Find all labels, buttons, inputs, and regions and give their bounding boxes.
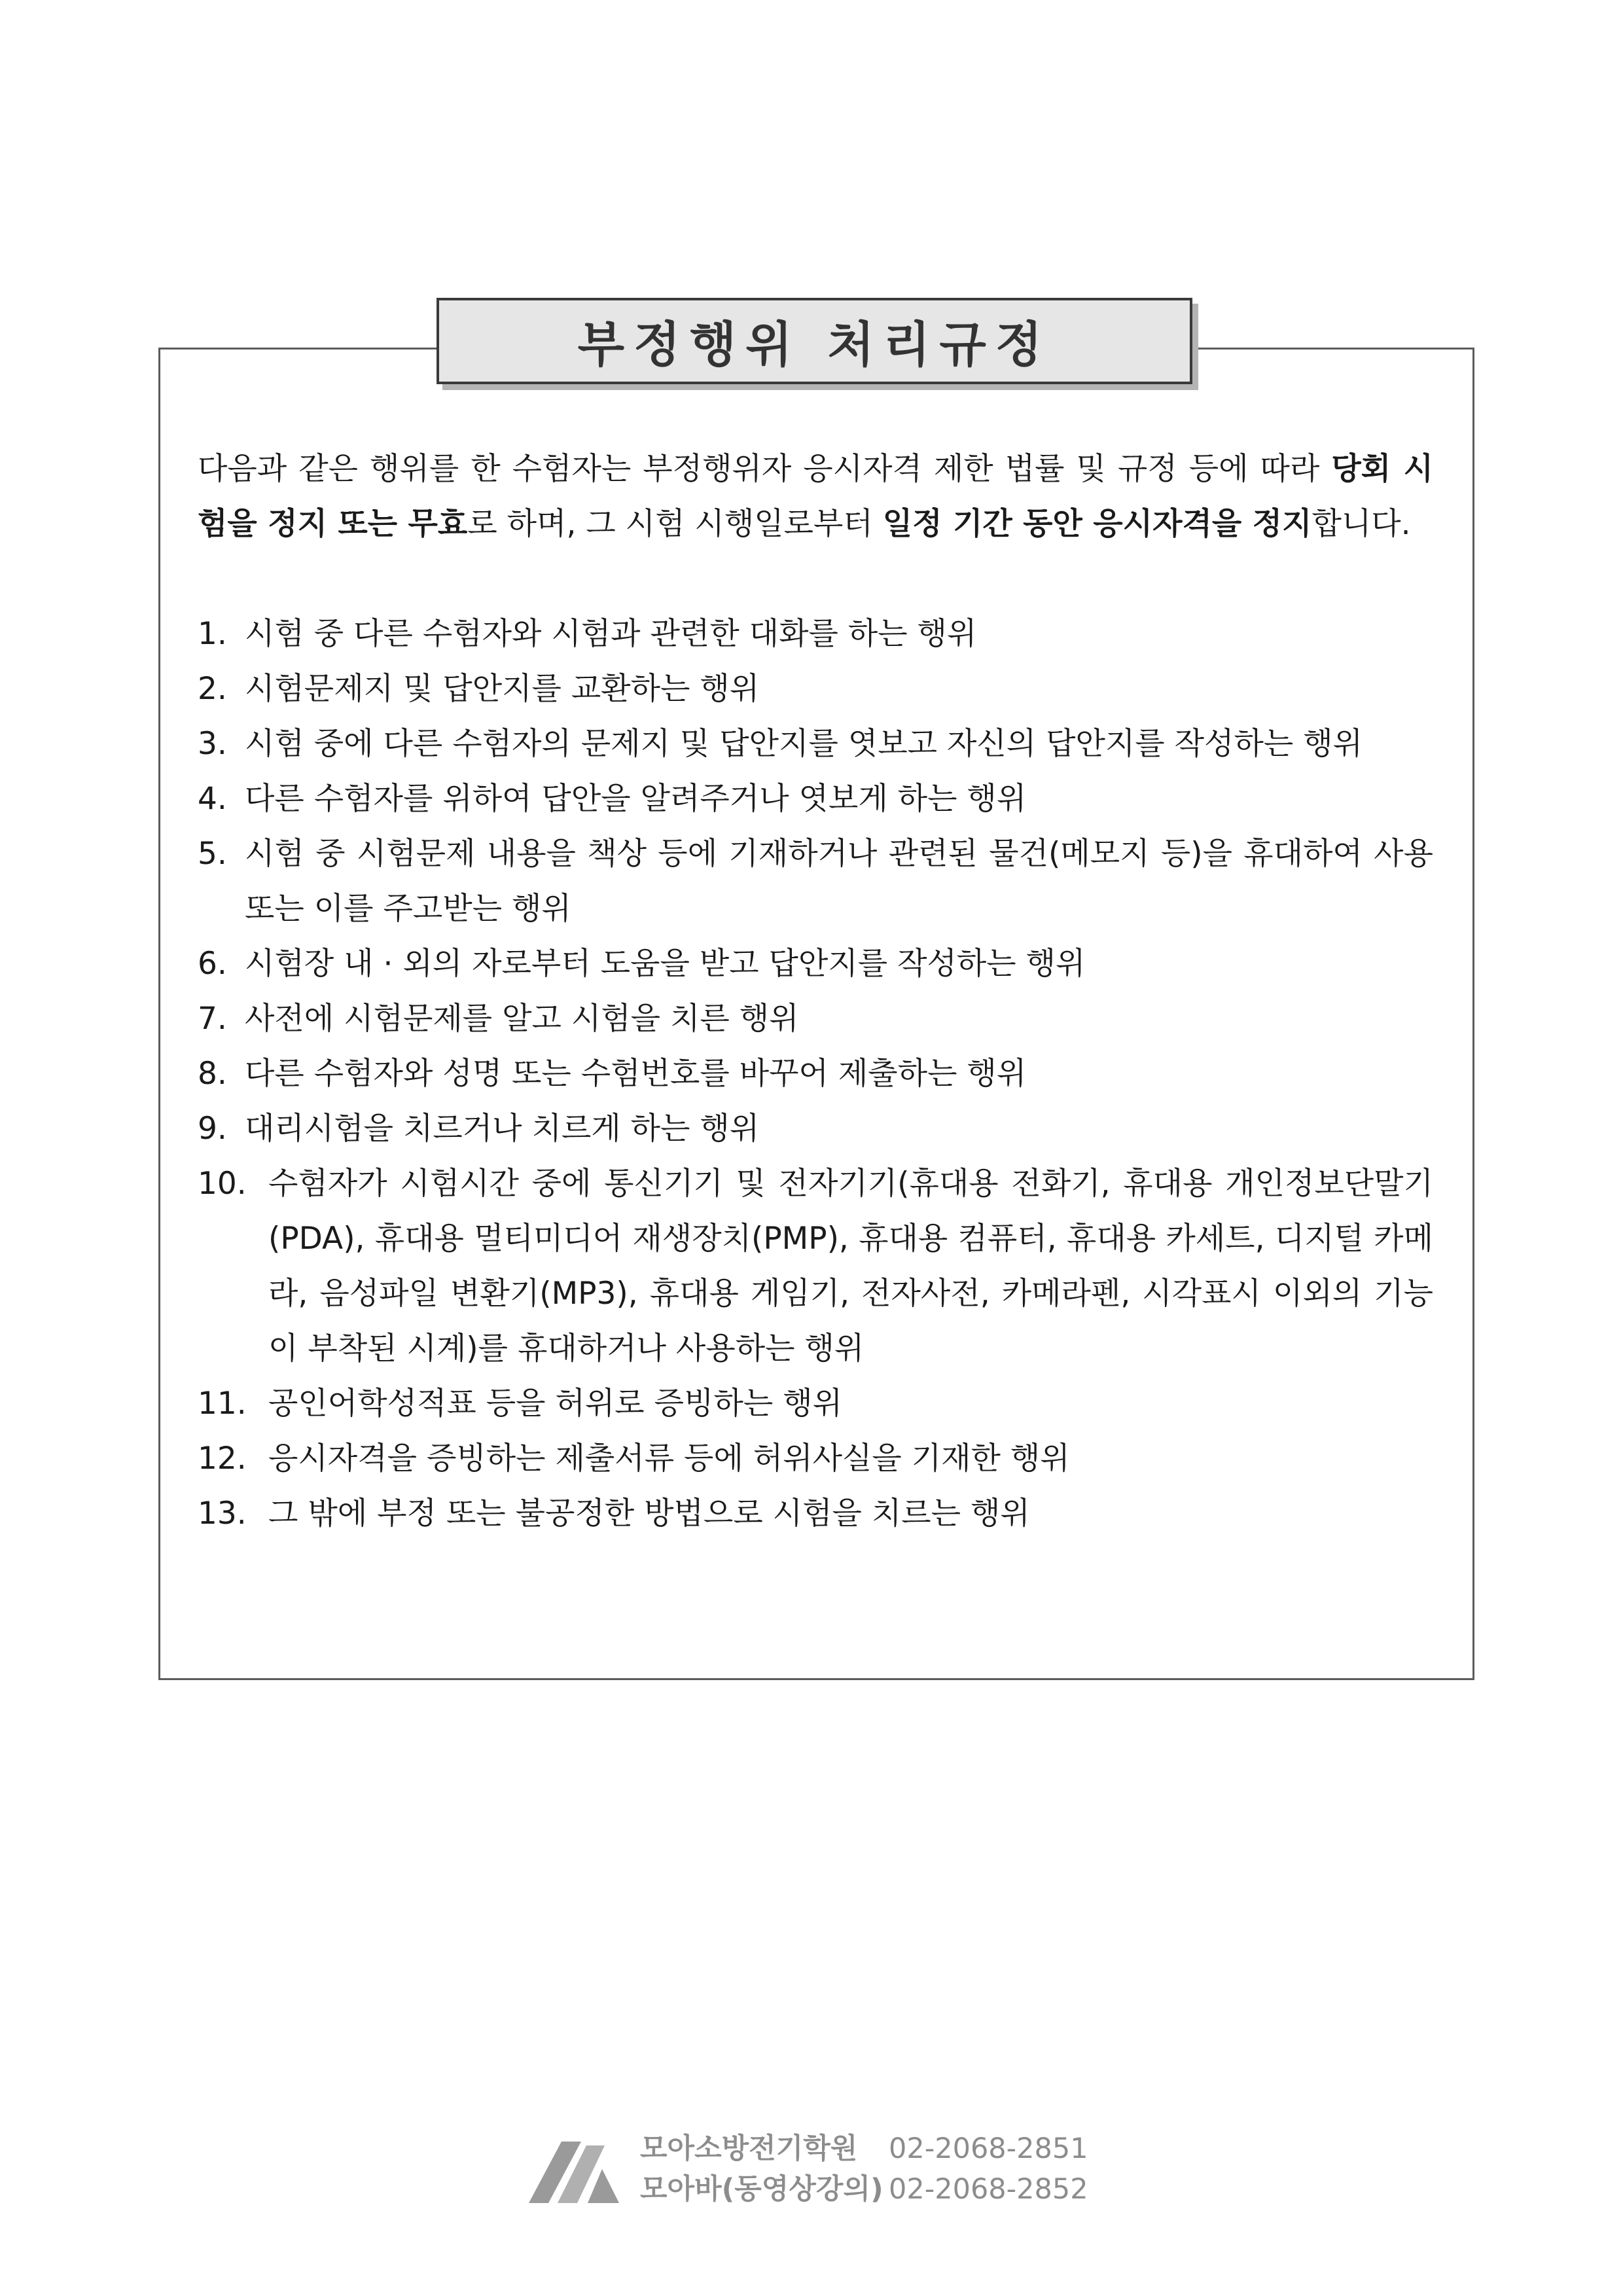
list-item [198,992,1433,1047]
lecture-phone: 02-2068-2852 [889,2173,1088,2206]
item-number: 1. [198,616,227,652]
intro-text-3: 합니다. [1311,506,1411,542]
item-number: 9. [198,1111,227,1147]
item-text: 대리시험을 치르거나 치르게 하는 행위 [245,1111,760,1147]
rules-list [198,607,1433,1541]
item-text: 그 밖에 부정 또는 불공정한 방법으로 시험을 치르는 행위 [268,1496,1030,1532]
list-item [198,937,1433,992]
list-item [198,662,1433,717]
item-text: 다른 수험자를 위하여 답안을 알려주거나 엿보게 하는 행위 [245,781,1027,817]
item-text: 시험 중에 다른 수험자의 문제지 및 답안지를 엿보고 자신의 답안지를 작성하는 행위 [245,726,1363,762]
list-item [198,717,1433,772]
list-item [198,827,1433,937]
footer-contact [640,2128,1088,2210]
footer [524,2128,1088,2210]
academy-phone: 02-2068-2851 [889,2132,1088,2165]
item-number: 10. [198,1166,247,1202]
list-item [198,1157,1433,1376]
list-item [198,1047,1433,1102]
intro-paragraph [198,442,1433,552]
list-item [198,1376,1433,1431]
item-text: 다른 수험자와 성명 또는 수험번호를 바꾸어 제출하는 행위 [245,1056,1027,1092]
moa-logo-icon [524,2130,622,2208]
item-text: 시험 중 다른 수험자와 시험과 관련한 대화를 하는 행위 [245,616,977,652]
item-number: 8. [198,1056,227,1092]
item-text: 응시자격을 증빙하는 제출서류 등에 허위사실을 기재한 행위 [268,1441,1070,1477]
item-number: 13. [198,1496,247,1532]
list-item [198,772,1433,827]
page-title: 부정행위 처리규정 [577,317,1052,373]
title-box [437,298,1192,384]
list-item [198,1102,1433,1157]
item-number: 2. [198,671,227,707]
list-item [198,1431,1433,1486]
footer-line-1 [640,2128,1088,2169]
item-text: 수험자가 시험시간 중에 통신기기 및 전자기기(휴대용 전화기, 휴대용 개인정보단말기(PDA), 휴대용 멀티미디어 재생장치(PMP), 휴대용 컴퓨터, 휴대용 카세트, 디지털 카메라, 음성파일 변환기(MP3), 휴대용 게임기, 전자사전, 카메라펜, 시각표시 이외의 기능이 부착된 시계)를 휴대하거나 사용하는 행위 [268,1166,1433,1367]
list-item [198,607,1433,662]
item-text: 시험 중 시험문제 내용을 책상 등에 기재하거나 관련된 물건(메모지 등)을 휴대하여 사용 또는 이를 주고받는 행위 [245,836,1433,927]
lecture-name: 모아바(동영상강의) [640,2173,883,2206]
item-text: 시험장 내 · 외의 자로부터 도움을 받고 답안지를 작성하는 행위 [245,946,1086,982]
item-number: 12. [198,1441,247,1477]
item-number: 11. [198,1386,247,1422]
academy-name: 모아소방전기학원 [640,2132,858,2165]
item-text: 사전에 시험문제를 알고 시험을 치른 행위 [245,1001,799,1037]
intro-text-1: 다음과 같은 행위를 한 수험자는 부정행위자 응시자격 제한 법률 및 규정 등에 따라 [198,451,1332,487]
footer-line-2 [640,2169,1088,2210]
intro-bold-1: 당회 시험을 정지 또는 무효 [198,451,1433,542]
item-number: 6. [198,946,227,982]
intro-bold-2: 일정 기간 동안 응시자격을 정지 [882,506,1312,542]
item-number: 3. [198,726,227,762]
item-text: 공인어학성적표 등을 허위로 증빙하는 행위 [268,1386,842,1422]
intro-text-2: 로 하며, 그 시험 시행일로부터 [467,506,883,542]
item-number: 7. [198,1001,227,1037]
rules-content [198,442,1433,1541]
item-text: 시험문제지 및 답안지를 교환하는 행위 [245,671,760,707]
item-number: 4. [198,781,227,817]
list-item [198,1486,1433,1541]
item-number: 5. [198,836,227,872]
